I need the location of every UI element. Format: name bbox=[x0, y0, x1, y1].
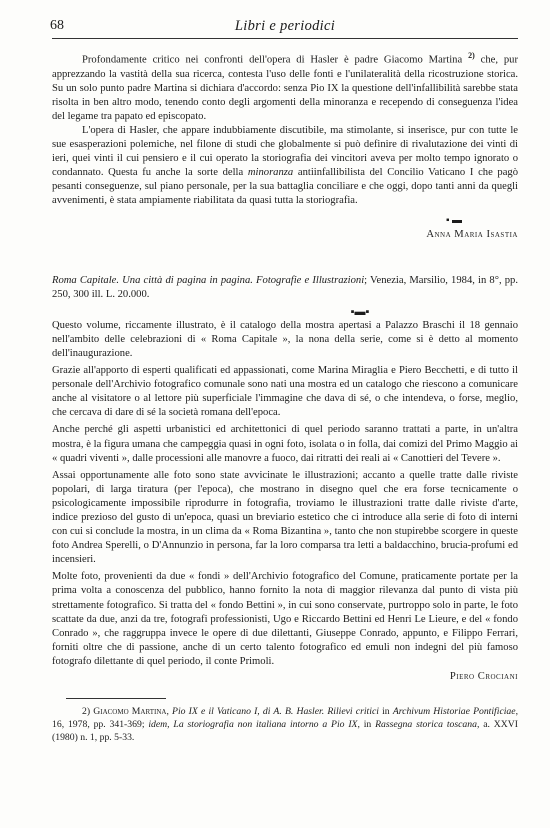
footnote-mark: 2) bbox=[82, 706, 91, 717]
review-paragraph: Grazie all'apporto di esperti qualificati ed appassionati, come Marina Miraglia e Piero Becchetti, e di tutto il personale dell'Archivio fotografico comunale sono nati una mostra ed un catalogo che riescono a comunicare anche al visitatore o al lettore più superficiale l'immagine che dava di sé, o che intendeva, o forse, meglio, che cercava di dare di sé la società romana dell'epoca. bbox=[52, 365, 518, 419]
footnote-reference[interactable]: 2) bbox=[468, 51, 475, 60]
review-signature: Piero Crociani bbox=[449, 671, 518, 682]
ornament-mark: ▪▬▪ bbox=[350, 305, 370, 318]
review-paragraph: Profondamente critico nei confronti dell'opera di Hasler è padre Giacomo Martina $^{2)}$ che, pur apprezzando la vastità della sua ricerca, contesta l'uso delle fonti e l'unilateralità della ricostruzione storica. Su un solo punto padre Martina si dichiara d'accordo: senza Pio IX la questione dell'infallibilità sarebbe stata risolta in ben altro modo, tenendo conto degli argomenti della minoranza e recependo di conseguenza l'idea del legame tra papato ed episcopato. bbox=[52, 51, 518, 122]
review-paragraph: Questo volume, riccamente illustrato, è il catalogo della mostra apertasi a Palazzo Braschi il 18 gennaio nell'ambito delle celebrazioni di « Roma Capitale », la nona della serie, come si è detto al momento dell'inaugurazione. bbox=[52, 319, 518, 359]
page-header bbox=[52, 14, 518, 39]
review-paragraph: Molte foto, provenienti da due « fondi » dell'Archivio fotografico del Comune, praticamente portate per la prima volta a conoscenza del pubblico, hanno fornito la nota di maggior rilevanza dal punto di vista più strettamente fotografico. Si tratta del « fondo Bettini », in cui sono conservate, purtroppo solo in parte, le foto scattate da due, anzi da tre, fotografi professionisti, Ugo e Riccardo Bettini ed Henri Le Lieure, e del « fondo Conrado », che raggruppa invece le opere di due dilettanti, Giuseppe Conrado, appunto, e Filippo Ferrari, forniti oltre che di passione, anche di un certo talento fotografico ed emuli non indegni del più famoso fotografo dilettante di quel periodo, il conte Primoli. bbox=[52, 571, 518, 667]
footnote-author: Giacomo Martina bbox=[93, 706, 167, 717]
review-paragraph: Assai opportunamente alle foto sono state avvicinate le illustrazioni; accanto a quelle tratte dalle riviste popolari, di larga tiratura (per l'epoca), che mostrano in disegno quel che era forse tecnicamente o psicologicamente impossibile riprodurre in fotografia, troviamo le illustrazioni tratte dalle riviste d'arte, indice prezioso del gusto di un'epoca, quasi un breviario estetico che ci introduce alla serie di foto di interni con cui si conclude la mostra, in un clima da « Roma Bizantina », tanto che non stupirebbe scorgere in queste foto Andrea Sperelli, o D'Annunzio in persona, far la loro comparsa tra letti a baldacchino, brucia-profumi ed incensieri. bbox=[52, 469, 518, 566]
review-signature: Anna Maria Isastia bbox=[426, 228, 518, 240]
running-title: Libri e periodici bbox=[234, 18, 336, 34]
page-number: 68 bbox=[50, 18, 64, 33]
review-paragraph: L'opera di Hasler, che appare indubbiamente discutibile, ma stimolante, si inserisce, pur con tutte le sue esasperazioni polemiche, nel filone di studi che globalmente si può definire di rivalutazione dei vinti di ieri, quei vinti il cui pensiero e il cui operato la storiografia dei vincitori aveva per molto tempo ignorato o condannato. Questa fu anche la sorte della minoranza antiinfallibilista del Concilio Vaticano I che pagò pesanti conseguenze, sul piano personale, per la sua battaglia conciliare e che oggi, dopo tanti anni da quegli avvenimenti, è stata ampiamente riabilitata da quasi tutta la storiografia. bbox=[52, 125, 519, 207]
footnote: 2) Giacomo Martina, Pio IX e il Vaticano I, di A. B. Hasler. Rilievi critici in Archivum Historiae Pontificiae, 16, 1978, pp. 341-369; idem, La storiografia non italiana intorno a Pio IX, in Rassegna storica toscana, a. XXVI (1980) n. 1, pp. 5-33. bbox=[52, 706, 519, 743]
review-hasler bbox=[52, 49, 518, 240]
footnote-divider bbox=[66, 698, 166, 699]
citation bbox=[52, 274, 518, 302]
citation-details: ; Venezia, Marsilio, 1984, in 8°, pp. 250, 300 ill. L. 20.000. bbox=[52, 274, 518, 300]
review-roma-capitale bbox=[52, 274, 518, 682]
citation-title: Roma Capitale. Una città di pagina in pagina. Fotografie e Illustrazioni bbox=[52, 274, 365, 286]
review-paragraph: Anche perché gli aspetti urbanistici ed architettonici di quel periodo saranno trattati a parte, in un'altra mostra, è la figura umana che campeggia quasi in ogni foto, isolata o in folla, dai comizi del Primo Maggio ai « quadri viventi », dalle processioni alle manovre a fuoco, dai ritratti dei reali ai « Canottieri del Tevere ». bbox=[52, 424, 518, 464]
ornament-mark: ▪ ▬ bbox=[445, 214, 462, 226]
page bbox=[52, 14, 518, 744]
